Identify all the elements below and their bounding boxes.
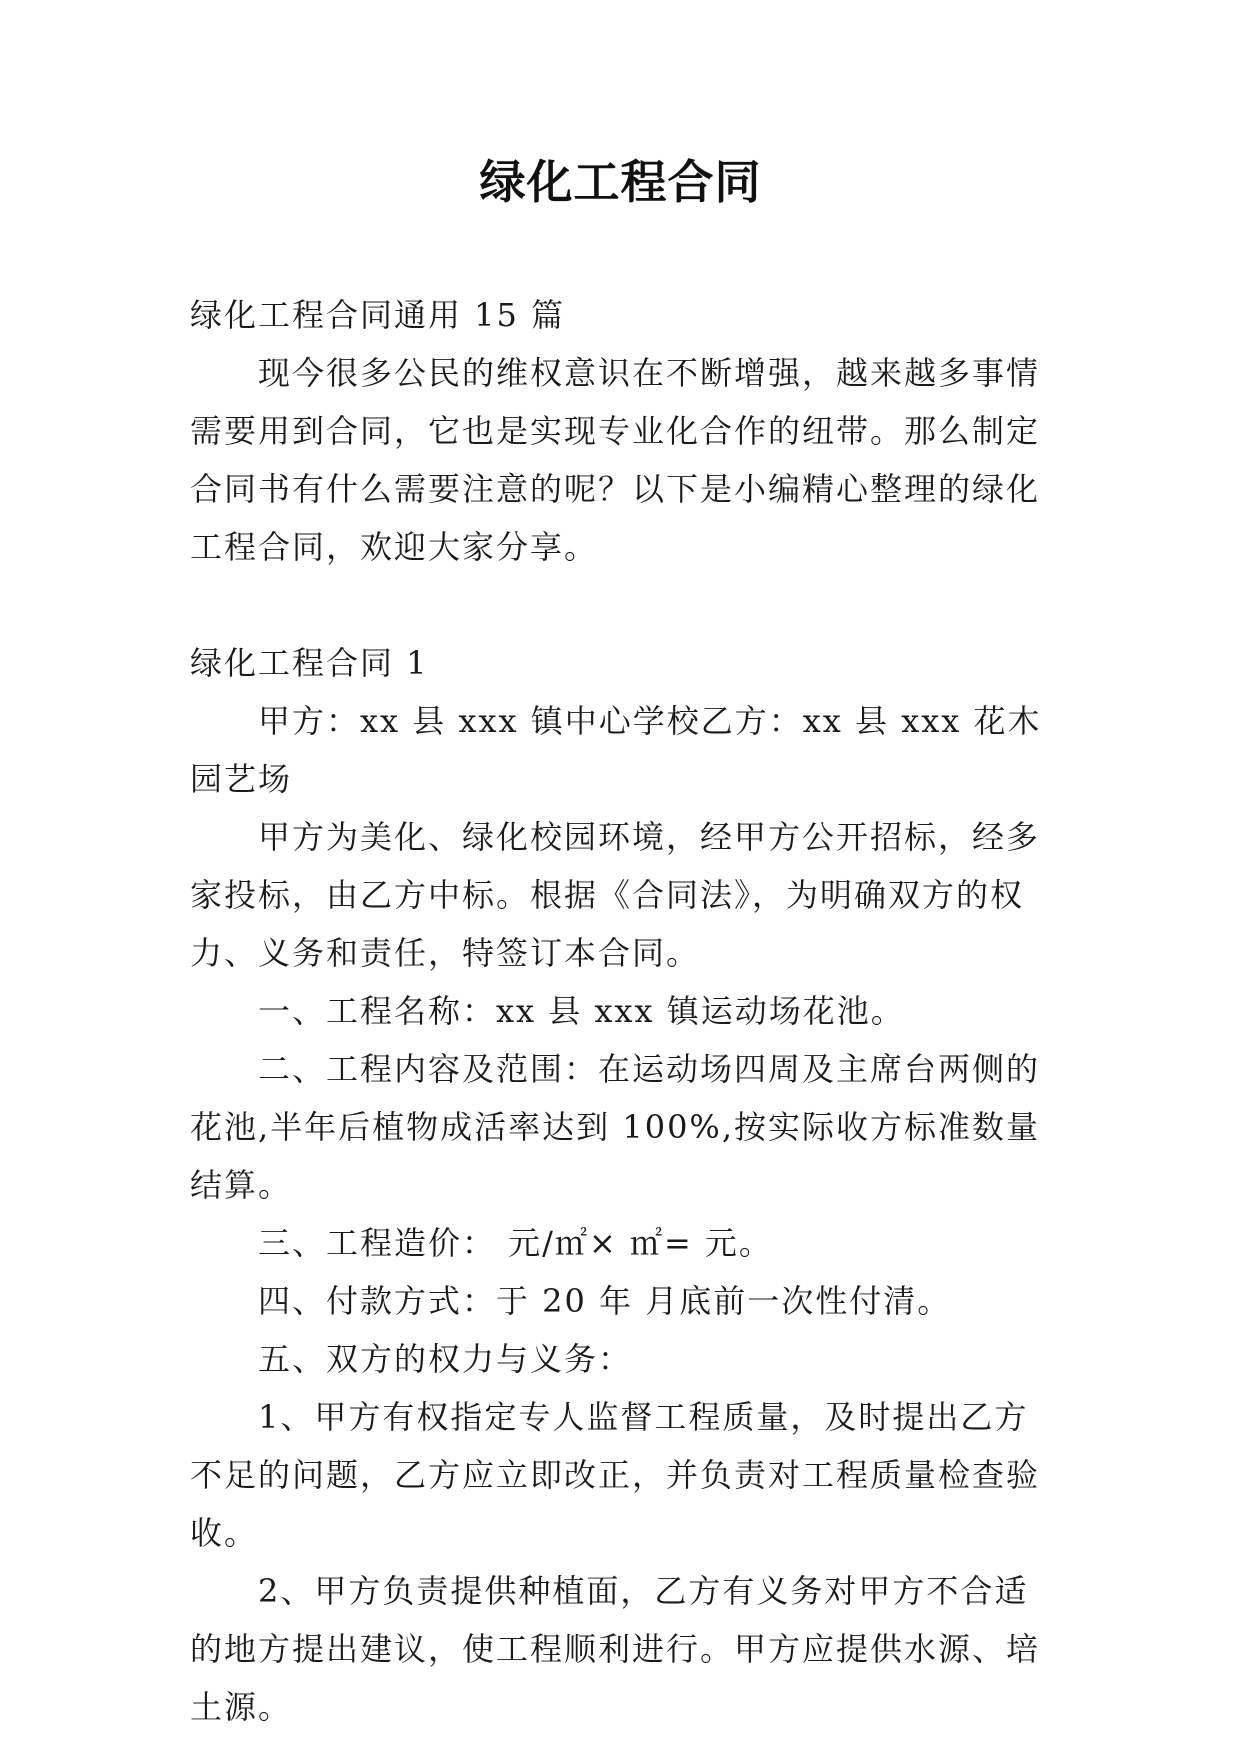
clause-project-name: 一、工程名称：xx 县 xxx 镇运动场花池。 xyxy=(258,992,905,1030)
clause-rights-item-1: 1、甲方有权指定专人监督工程质量，及时提出乙方不足的问题，乙方应立即改正，并负责对工程质量检查验收。 xyxy=(190,1398,1041,1552)
party-paragraph: 甲方：xx 县 xxx 镇中心学校乙方：xx 县 xxx 花木园艺场 xyxy=(190,702,1042,798)
intro-paragraph: 现今很多公民的维权意识在不断增强，越来越多事情需要用到合同，它也是实现专业化合作的纽带。那么制定合同书有什么需要注意的呢？以下是小编精心整理的绿化工程合同，欢迎大家分享。 xyxy=(190,354,1041,566)
clause-project-cost: 三、工程造价： 元/㎡× ㎡= 元。 xyxy=(258,1224,773,1262)
document-subtitle: 绿化工程合同通用 15 篇 xyxy=(190,296,566,334)
clause-payment: 四、付款方式：于 20 年 月底前一次性付清。 xyxy=(258,1282,952,1320)
clause-rights-heading: 五、双方的权力与义务： xyxy=(258,1340,633,1378)
clause-project-scope: 二、工程内容及范围：在运动场四周及主席台两侧的花池,半年后植物成活率达到 100%,按实际收方标准数量结算。 xyxy=(190,1050,1041,1204)
document-body xyxy=(190,286,1058,1736)
preamble-paragraph: 甲方为美化、绿化校园环境，经甲方公开招标，经多家投标，由乙方中标。根据《合同法》，为明确双方的权力、义务和责任，特签订本合同。 xyxy=(190,818,1041,972)
section-heading: 绿化工程合同 1 xyxy=(190,644,429,682)
document-title: 绿化工程合同 xyxy=(479,155,762,209)
paragraph-gap xyxy=(190,576,1058,634)
clause-rights-item-2: 2、甲方负责提供种植面，乙方有义务对甲方不合适的地方提出建议，使工程顺利进行。甲方应提供水源、培土源。 xyxy=(190,1572,1041,1726)
